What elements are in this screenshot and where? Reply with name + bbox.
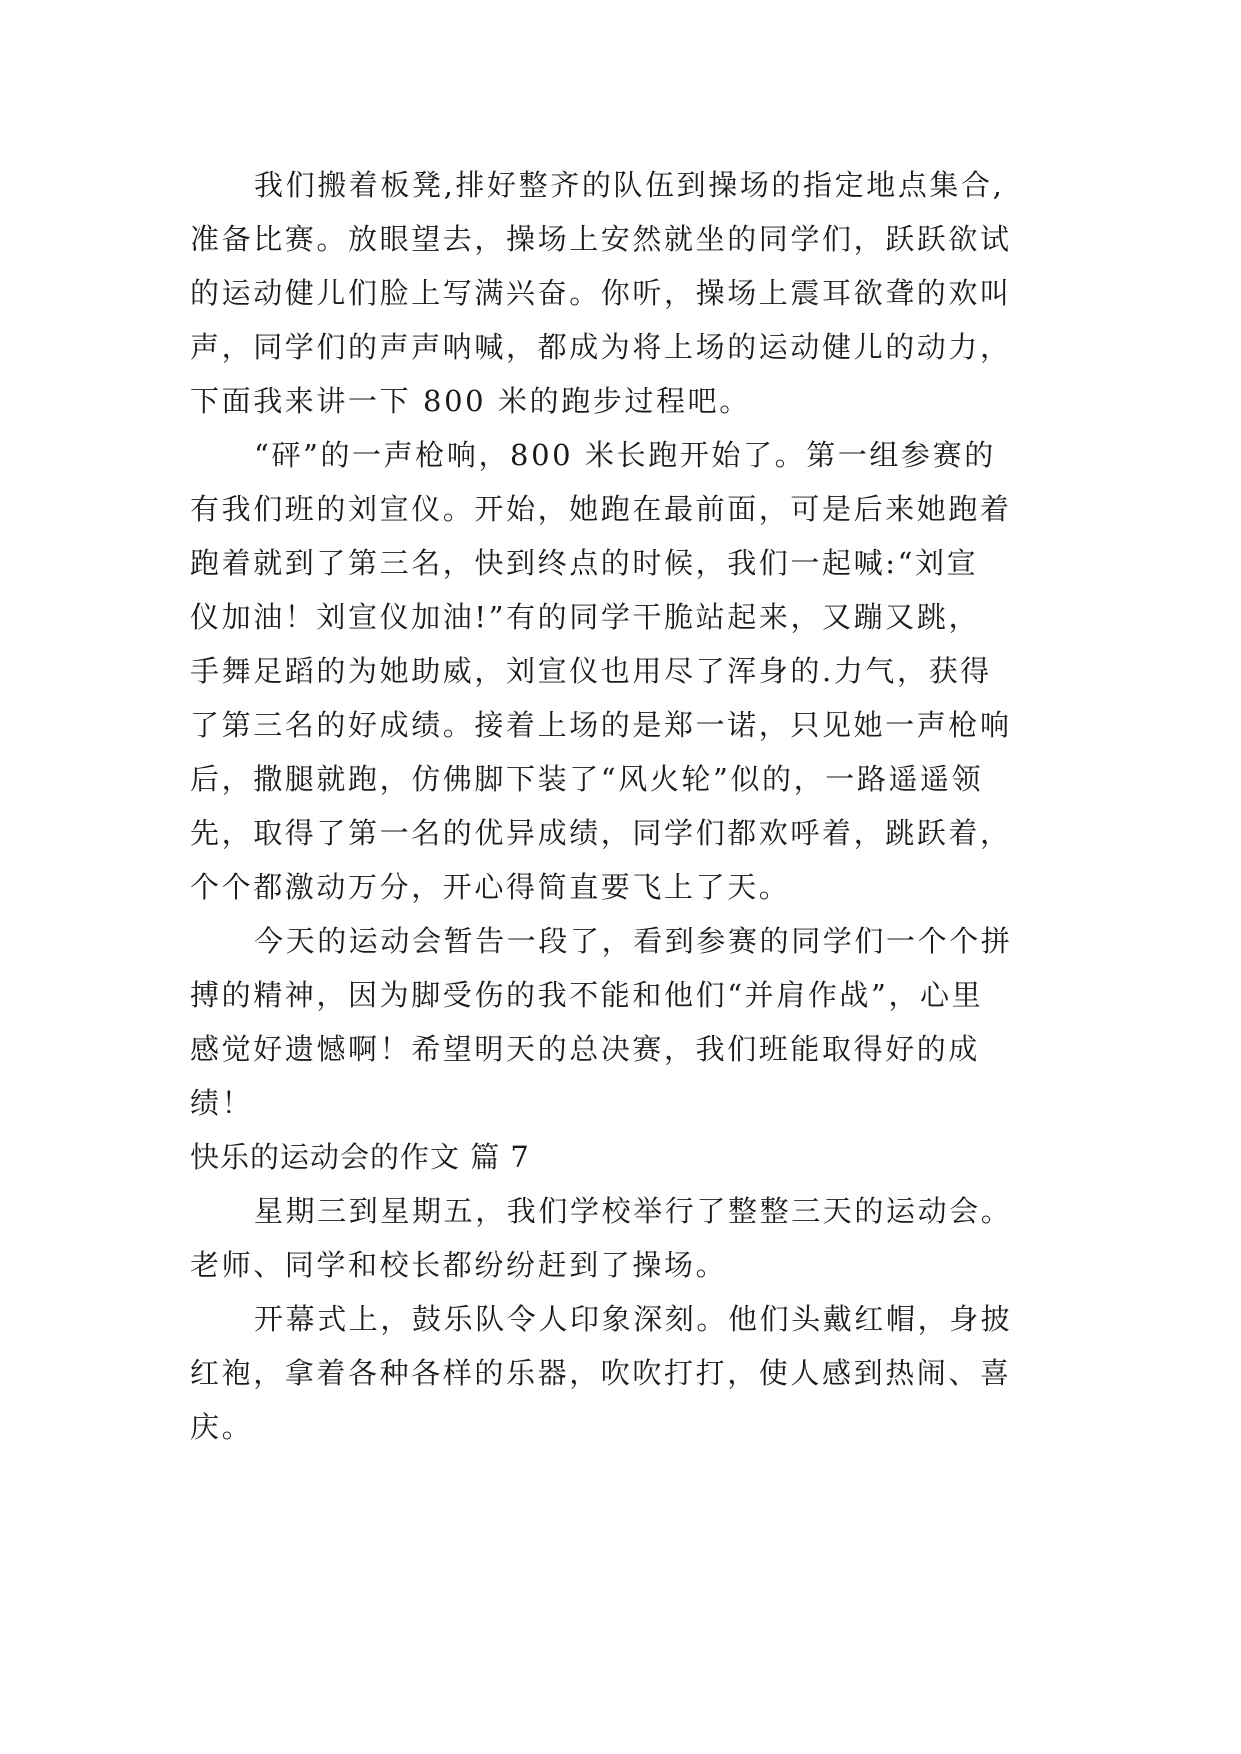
- paragraph-1-line-2: 准备比赛。放眼望去，操场上安然就坐的同学们，跃跃欲试: [190, 222, 1012, 256]
- paragraph-4-line-1: 星期三到星期五，我们学校举行了整整三天的运动会。: [254, 1194, 1013, 1228]
- paragraph-1-line-5: 下面我来讲一下 800 米的跑步过程吧。: [190, 384, 751, 418]
- paragraph-2-line-1: “砰”的一声枪响，800 米长跑开始了。第一组参赛的: [254, 438, 996, 472]
- paragraph-5-line-1: 开幕式上，鼓乐队令人印象深刻。他们头戴红帽，身披: [254, 1302, 1013, 1336]
- paragraph-3-line-1: 今天的运动会暂告一段了，看到参赛的同学们一个个拼: [254, 924, 1013, 958]
- paragraph-5-line-2: 红袍，拿着各种各样的乐器，吹吹打打，使人感到热闹、喜: [190, 1356, 1012, 1390]
- paragraph-2-line-4: 仪加油！刘宣仪加油!”有的同学干脆站起来，又蹦又跳，: [190, 600, 981, 634]
- section-heading: 快乐的运动会的作文 篇 7: [190, 1140, 530, 1174]
- paragraph-2-line-3: 跑着就到了第三名，快到终点的时候，我们一起喊:“刘宣: [190, 546, 979, 580]
- paragraph-2-line-9: 个个都激动万分，开心得简直要飞上了天。: [190, 870, 791, 904]
- paragraph-2-line-8: 先，取得了第一名的优异成绩，同学们都欢呼着，跳跃着，: [190, 816, 1012, 850]
- paragraph-5-line-3: 庆。: [190, 1410, 254, 1444]
- paragraph-3-line-2: 搏的精神，因为脚受伤的我不能和他们“并肩作战”，心里: [190, 978, 984, 1012]
- paragraph-2-line-2: 有我们班的刘宣仪。开始，她跑在最前面，可是后来她跑着: [190, 492, 1012, 526]
- paragraph-2-line-5: 手舞足蹈的为她助威，刘宣仪也用尽了浑身的.力气，获得: [190, 654, 992, 688]
- paragraph-1-line-3: 的运动健儿们脸上写满兴奋。你听，操场上震耳欲聋的欢叫: [190, 276, 1012, 310]
- paragraph-1-line-1: 我们搬着板凳,排好整齐的队伍到操场的指定地点集合,: [254, 168, 1005, 202]
- paragraph-2-line-6: 了第三名的好成绩。接着上场的是郑一诺，只见她一声枪响: [190, 708, 1012, 742]
- paragraph-1-line-4: 声，同学们的声声呐喊，都成为将上场的运动健儿的动力，: [190, 330, 1012, 364]
- paragraph-3-line-4: 绩！: [190, 1086, 254, 1120]
- paragraph-4-line-2: 老师、同学和校长都纷纷赶到了操场。: [190, 1248, 728, 1282]
- paragraph-3-line-3: 感觉好遗憾啊！希望明天的总决赛，我们班能取得好的成: [190, 1032, 981, 1066]
- paragraph-2-line-7: 后，撒腿就跑，仿佛脚下装了“风火轮”似的，一路遥遥领: [190, 762, 984, 796]
